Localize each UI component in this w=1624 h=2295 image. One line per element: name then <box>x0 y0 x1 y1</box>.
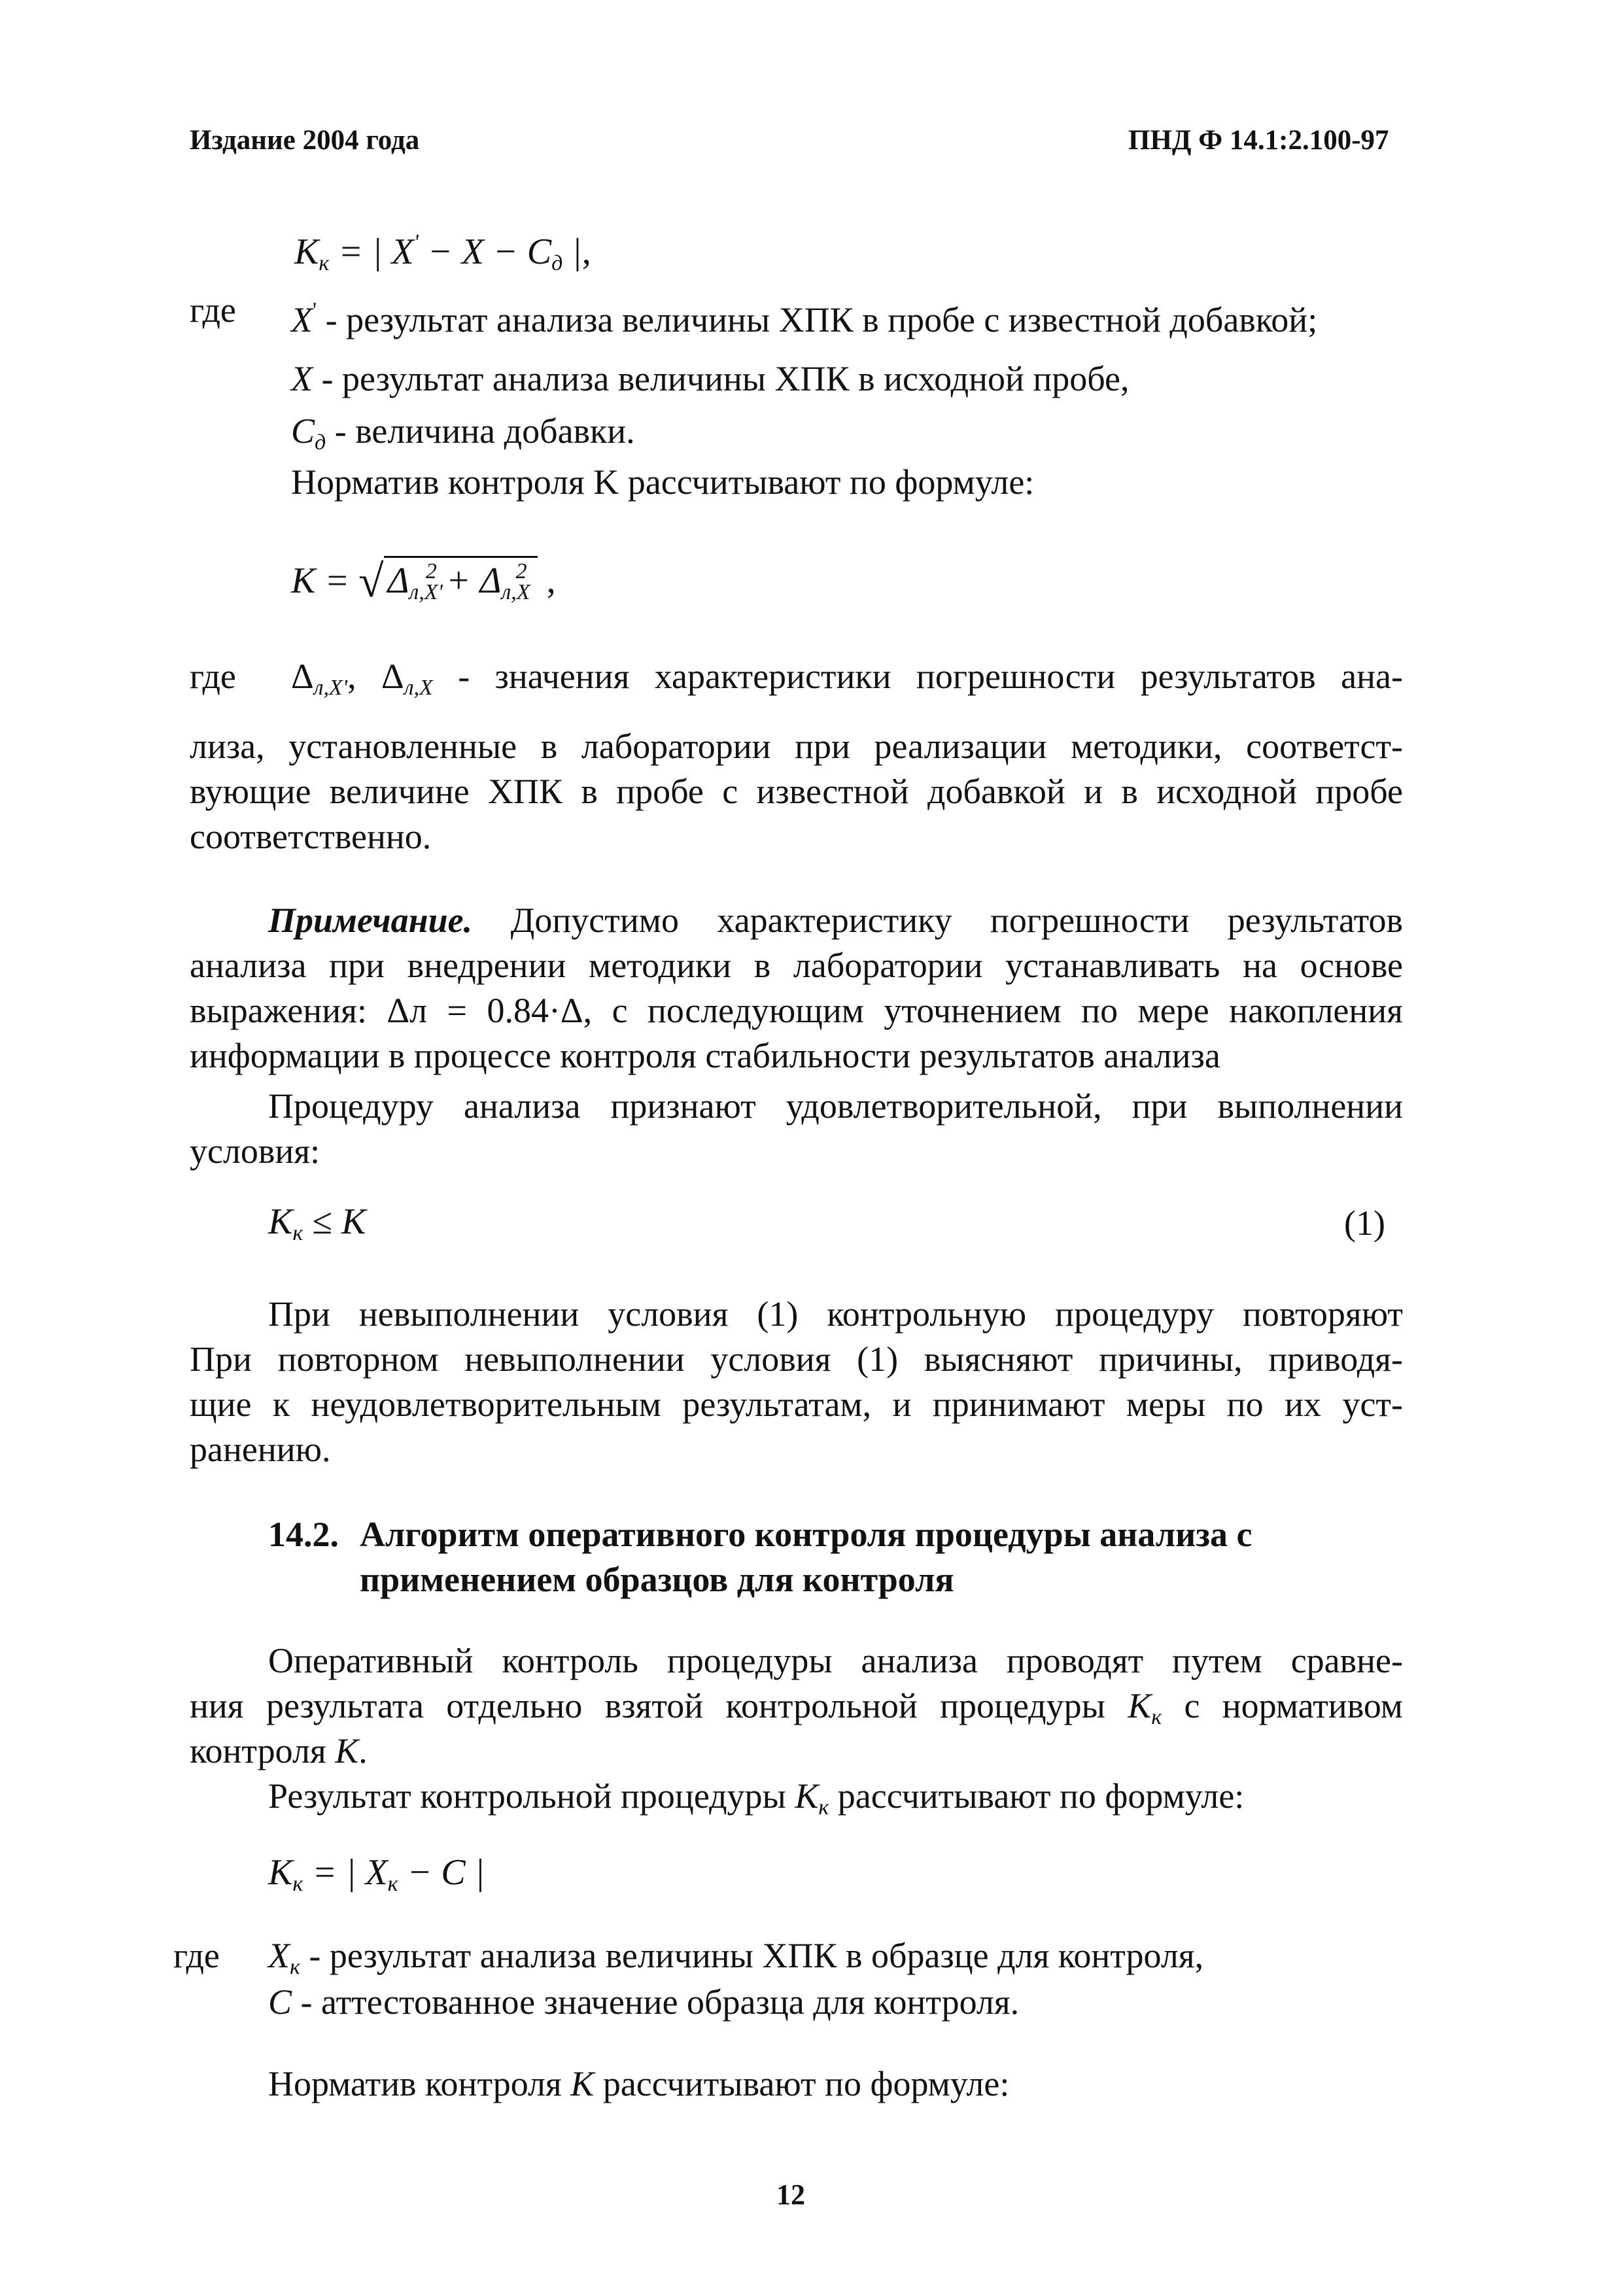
equation-number: (1) <box>1344 1203 1385 1243</box>
definition-cd: $C_д$ - величина добавки. <box>291 411 635 455</box>
repeat-line2: При повторном невыполнении условия (1) выясняют причины, приводя- <box>190 1339 1403 1379</box>
formula-kk-sample: $K_к$ = | $X_к - C$ | <box>268 1852 485 1896</box>
norm-intro-2: Норматив контроля K рассчитывают по формуле: <box>268 2064 1010 2103</box>
delta-definition-line3: вующие величине ХПК в пробе с известной добавкой и в исходной пробе <box>190 772 1403 811</box>
block2-line1: Оперативный контроль процедуры анализа проводят путем сравне- <box>268 1641 1403 1680</box>
note-line3: выражения: Δл = 0.84·Δ, с последующим уточнением по мере накопления <box>190 991 1403 1030</box>
delta-definition-line4: соответственно. <box>190 817 432 856</box>
norm-intro-1: Норматив контроля K рассчитывают по формуле: <box>291 462 1035 502</box>
where-label-2: где <box>190 657 236 696</box>
page-number: 12 <box>776 2179 805 2211</box>
note-line1: Примечание. Допустимо характеристику погрешности результатов <box>268 901 1403 940</box>
block2-line2: ния результата отдельно взятой контрольной процедуры $K_к$ с нормативом <box>190 1686 1403 1729</box>
note-line4: информации в процессе контроля стабильности результатов анализа <box>190 1036 1220 1075</box>
where-label: где <box>190 290 236 330</box>
note-label: Примечание. <box>268 901 473 940</box>
definition-x-prime: X' - результат анализа величины ХПК в пробе с известной добавкой; <box>291 298 1318 339</box>
formula-k-sqrt: K = √ $\Delta_{л,X'}^2 + \Delta_{л,X}^2$ , <box>291 557 556 607</box>
section-number: 14.2. <box>268 1515 339 1554</box>
formula-condition: $K_к \le K$ <box>268 1201 366 1245</box>
section-title-line1: Алгоритм оперативного контроля процедуры анализа с <box>360 1515 1253 1554</box>
delta-definition-line1: $\Delta_{л,X'}$, $\Delta_{л,X}$ - значения характеристики погрешности результатов ана- <box>291 657 1403 700</box>
accept-line1: Процедуру анализа признают удовлетворительной, при выполнении <box>268 1086 1403 1126</box>
edition-label: Издание 2004 года <box>190 125 420 156</box>
section-title-line2: применением образцов для контроля <box>360 1560 954 1599</box>
where-label-3: где <box>173 1936 220 1975</box>
repeat-line1: При невыполнении условия (1) контрольную процедуру повторяют <box>268 1294 1403 1334</box>
definition-xk: $X_к$ - результат анализа величины ХПК в образце для контроля, <box>268 1936 1204 1979</box>
delta-definition-line2: лиза, установленные в лаборатории при реализации методики, соответст- <box>190 727 1403 766</box>
repeat-line4: ранению. <box>190 1430 331 1469</box>
formula-kk-addition: $K_к$ = | $X' - X - C_д$ |, <box>294 230 591 275</box>
result-intro: Результат контрольной процедуры $K_к$ рассчитывают по формуле: <box>268 1776 1245 1820</box>
definition-x: X - результат анализа величины ХПК в исходной пробе, <box>291 359 1130 398</box>
document-code: ПНД Ф 14.1:2.100-97 <box>1128 125 1389 156</box>
definition-c: C - аттестованное значение образца для контроля. <box>268 1982 1020 2022</box>
block2-line3: контроля K. <box>190 1731 368 1770</box>
accept-line2: условия: <box>190 1131 320 1171</box>
repeat-line3: щие к неудовлетворительным результатам, и принимают меры по их уст- <box>190 1385 1403 1424</box>
note-line2: анализа при внедрении методики в лаборатории устанавливать на основе <box>190 946 1403 985</box>
